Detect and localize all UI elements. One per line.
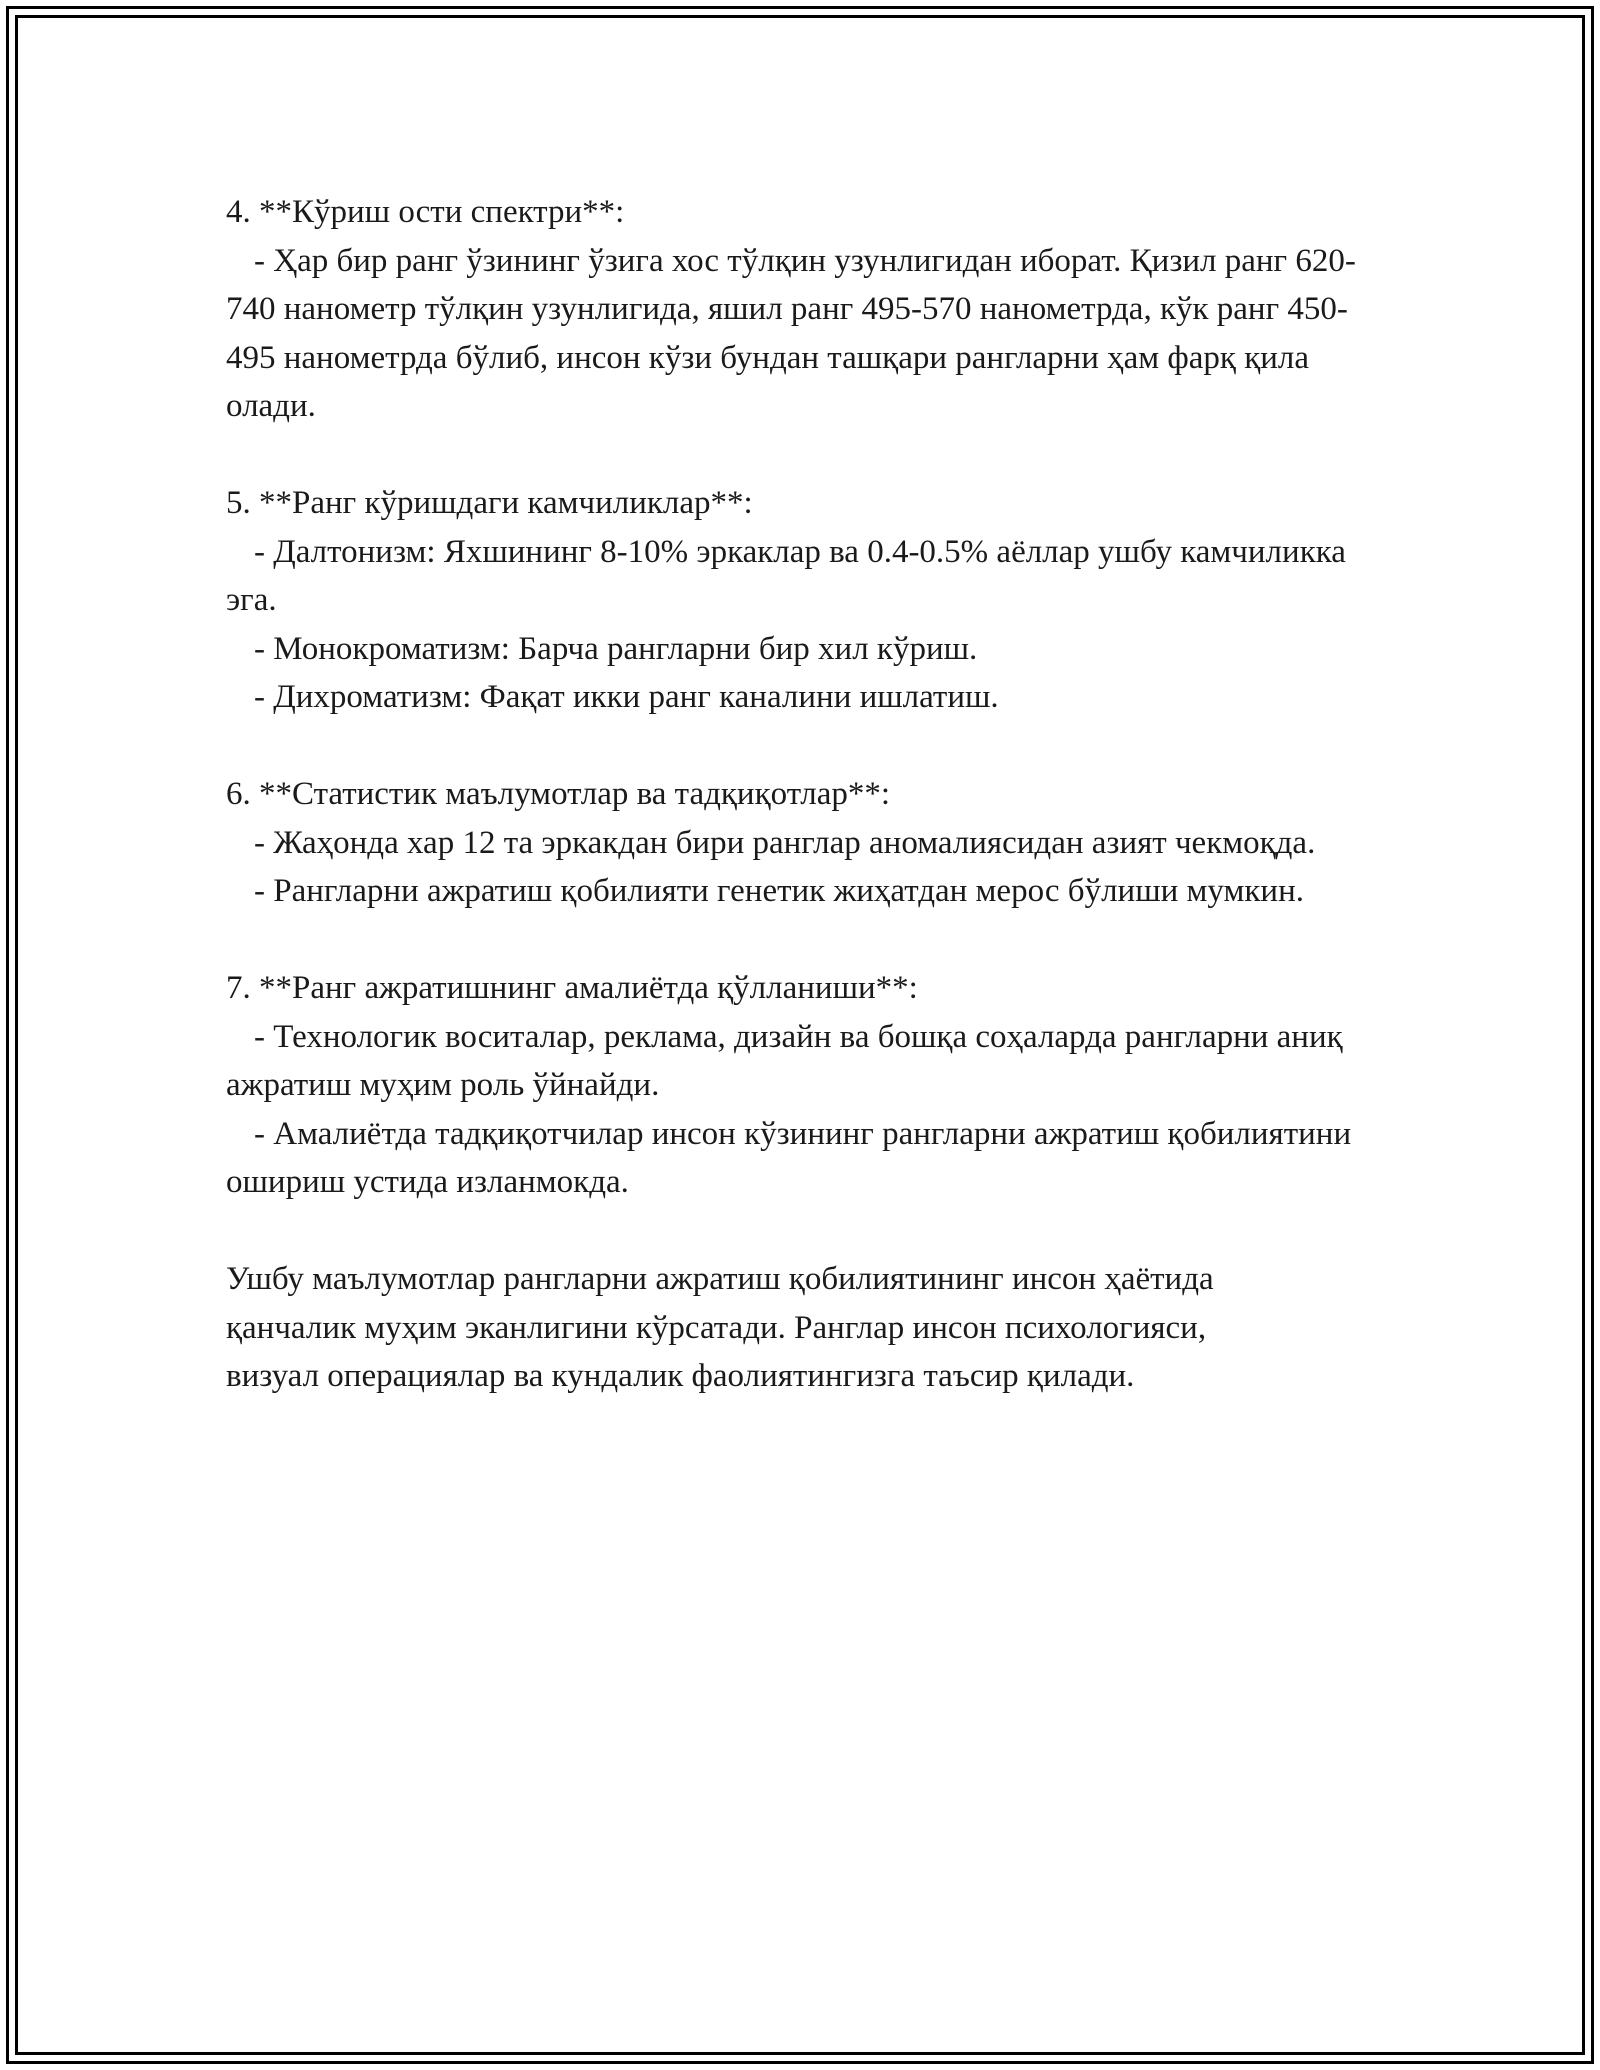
closing-paragraph (226, 1255, 1356, 1401)
closing-line: визуал операциялар ва кундалик фаолиятингизга таъсир қилади. (226, 1358, 1135, 1394)
bullet-item: - Рангларни ажратиш қобилияти генетик жиҳатдан мерос бўлиши мумкин. (254, 873, 1304, 909)
closing-line: қанчалик муҳим эканлигини кўрсатади. Ранглар инсон психологияси, (226, 1309, 1207, 1346)
section-6 (226, 770, 1356, 916)
section-heading: 5. **Ранг кўришдаги камчиликлар**: (226, 485, 753, 521)
bullet-item: - Технологик воситалар, реклама, дизайн ва бошқа соҳаларда рангларни аниқ ажратиш муҳим роль ўйнайди. (226, 1018, 1351, 1103)
bullet-item: - Дихроматизм: Фақат икки ранг каналини ишлатиш. (254, 679, 999, 715)
bullet-item: - Ҳар бир ранг ўзининг ўзига хос тўлқин узунлигидан иборат. Қизил ранг 620-740 нанометр тўлқин узунлигида, яшил ранг 495-570 нанометрда, кўк ранг 450-495 нанометрда бўлиб, инсон кўзи бундан ташқари рангларни ҳам фарқ қила олади. (226, 242, 1356, 424)
bullet-item: - Далтонизм: Яхшининг 8-10% эркаклар ва 0.4-0.5% аёллар ушбу камчиликка эга. (226, 533, 1355, 618)
bullet-item: - Амалиётда тадқиқотчилар инсон кўзининг рангларни ажратиш қобилиятини ошириш устида изланмокда. (226, 1115, 1360, 1200)
section-heading: 6. **Статистик маълумотлар ва тадқиқотлар**: (226, 776, 891, 812)
section-5 (226, 479, 1356, 722)
closing-line: Ушбу маълумотлар рангларни ажратиш қобилиятининг инсон ҳаётида (226, 1261, 1214, 1297)
section-4 (226, 188, 1356, 431)
document-body (226, 188, 1360, 1401)
bullet-item: - Жаҳонда хар 12 та эркакдан бири ранглар аномалиясидан азият чекмоқда. (254, 824, 1316, 861)
section-heading: 4. **Кўриш ости спектри**: (226, 194, 625, 230)
bullet-item: - Монокроматизм: Барча рангларни бир хил кўриш. (254, 630, 978, 667)
section-heading: 7. **Ранг ажратишнинг амалиётда қўлланиши**: (226, 970, 918, 1006)
section-7 (226, 964, 1360, 1207)
